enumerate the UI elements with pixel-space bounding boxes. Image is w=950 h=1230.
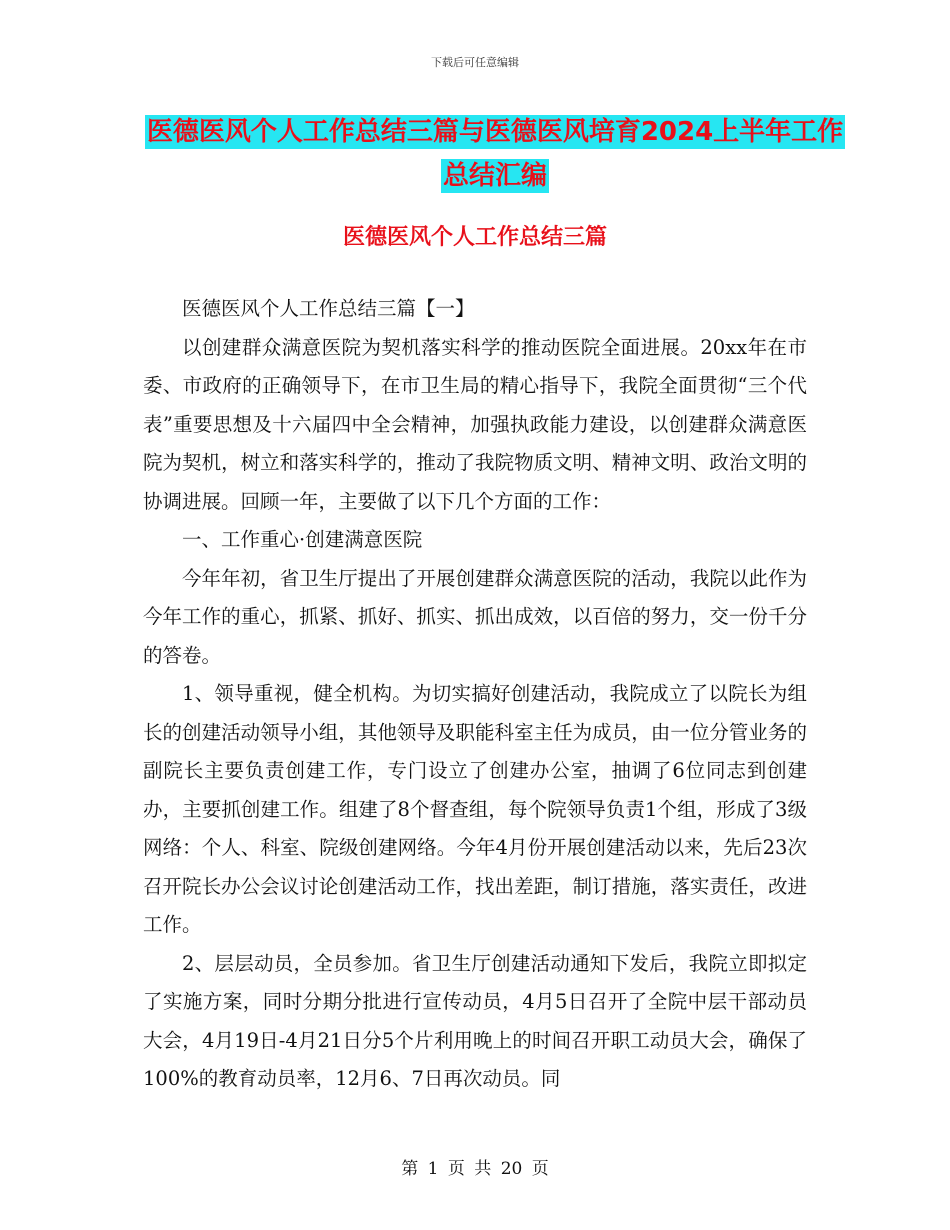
- document-body: [143, 290, 807, 1099]
- paragraph-subheading: 医德医风个人工作总结三篇【一】: [182, 297, 475, 320]
- paragraph: 1、领导重视，健全机构。为切实搞好创建活动，我院成立了以院长为组长的创建活动领导小组，其他领导及职能科室主任为成员，由一位分管业务的副院长主要负责创建工作，专门设立了创建办公室，抽调了6位同志到创建办，主要抓创建工作。组建了8个督查组，每个院领导负责1个组，形成了3级网络：个人、科室、院级创建网络。今年4月份开展创建活动以来，先后23次召开院长办公会议讨论创建活动工作，找出差距，制订措施，落实责任，改进工作。: [143, 682, 807, 936]
- paragraph: 2、层层动员，全员参加。省卫生厅创建活动通知下发后，我院立即拟定了实施方案，同时分期分批进行宣传动员，4月5日召开了全院中层干部动员大会，4月19日-4月21日分5个片利用晚上的时间召开职工动员大会，确保了100%的教育动员率，12月6、7日再次动员。同: [143, 951, 807, 1090]
- paragraph-heading: 一、工作重心·创建满意医院: [182, 528, 423, 551]
- header-note: 下载后可任意编辑: [431, 56, 519, 69]
- paragraph: 今年年初，省卫生厅提出了开展创建群众满意医院的活动，我院以此作为今年工作的重心，抓紧、抓好、抓实、抓出成效，以百倍的努力，交一份千分的答卷。: [143, 566, 807, 667]
- document-title: [140, 110, 850, 198]
- document-title-text: 医德医风个人工作总结三篇与医德医风培育2024上半年工作总结汇编: [146, 117, 844, 191]
- page-number-footer: 第 1 页 共 20 页: [401, 1159, 549, 1179]
- paragraph: 以创建群众满意医院为契机落实科学的推动医院全面进展。20xx年在市委、市政府的正确领导下，在市卫生局的精心指导下，我院全面贯彻“三个代表”重要思想及十六届四中全会精神，加强执政能力建设，以创建群众满意医院为契机，树立和落实科学的，推动了我院物质文明、精神文明、政治文明的协调进展。回顾一年，主要做了以下几个方面的工作：: [143, 335, 807, 513]
- section-title: 医德医风个人工作总结三篇: [342, 225, 607, 250]
